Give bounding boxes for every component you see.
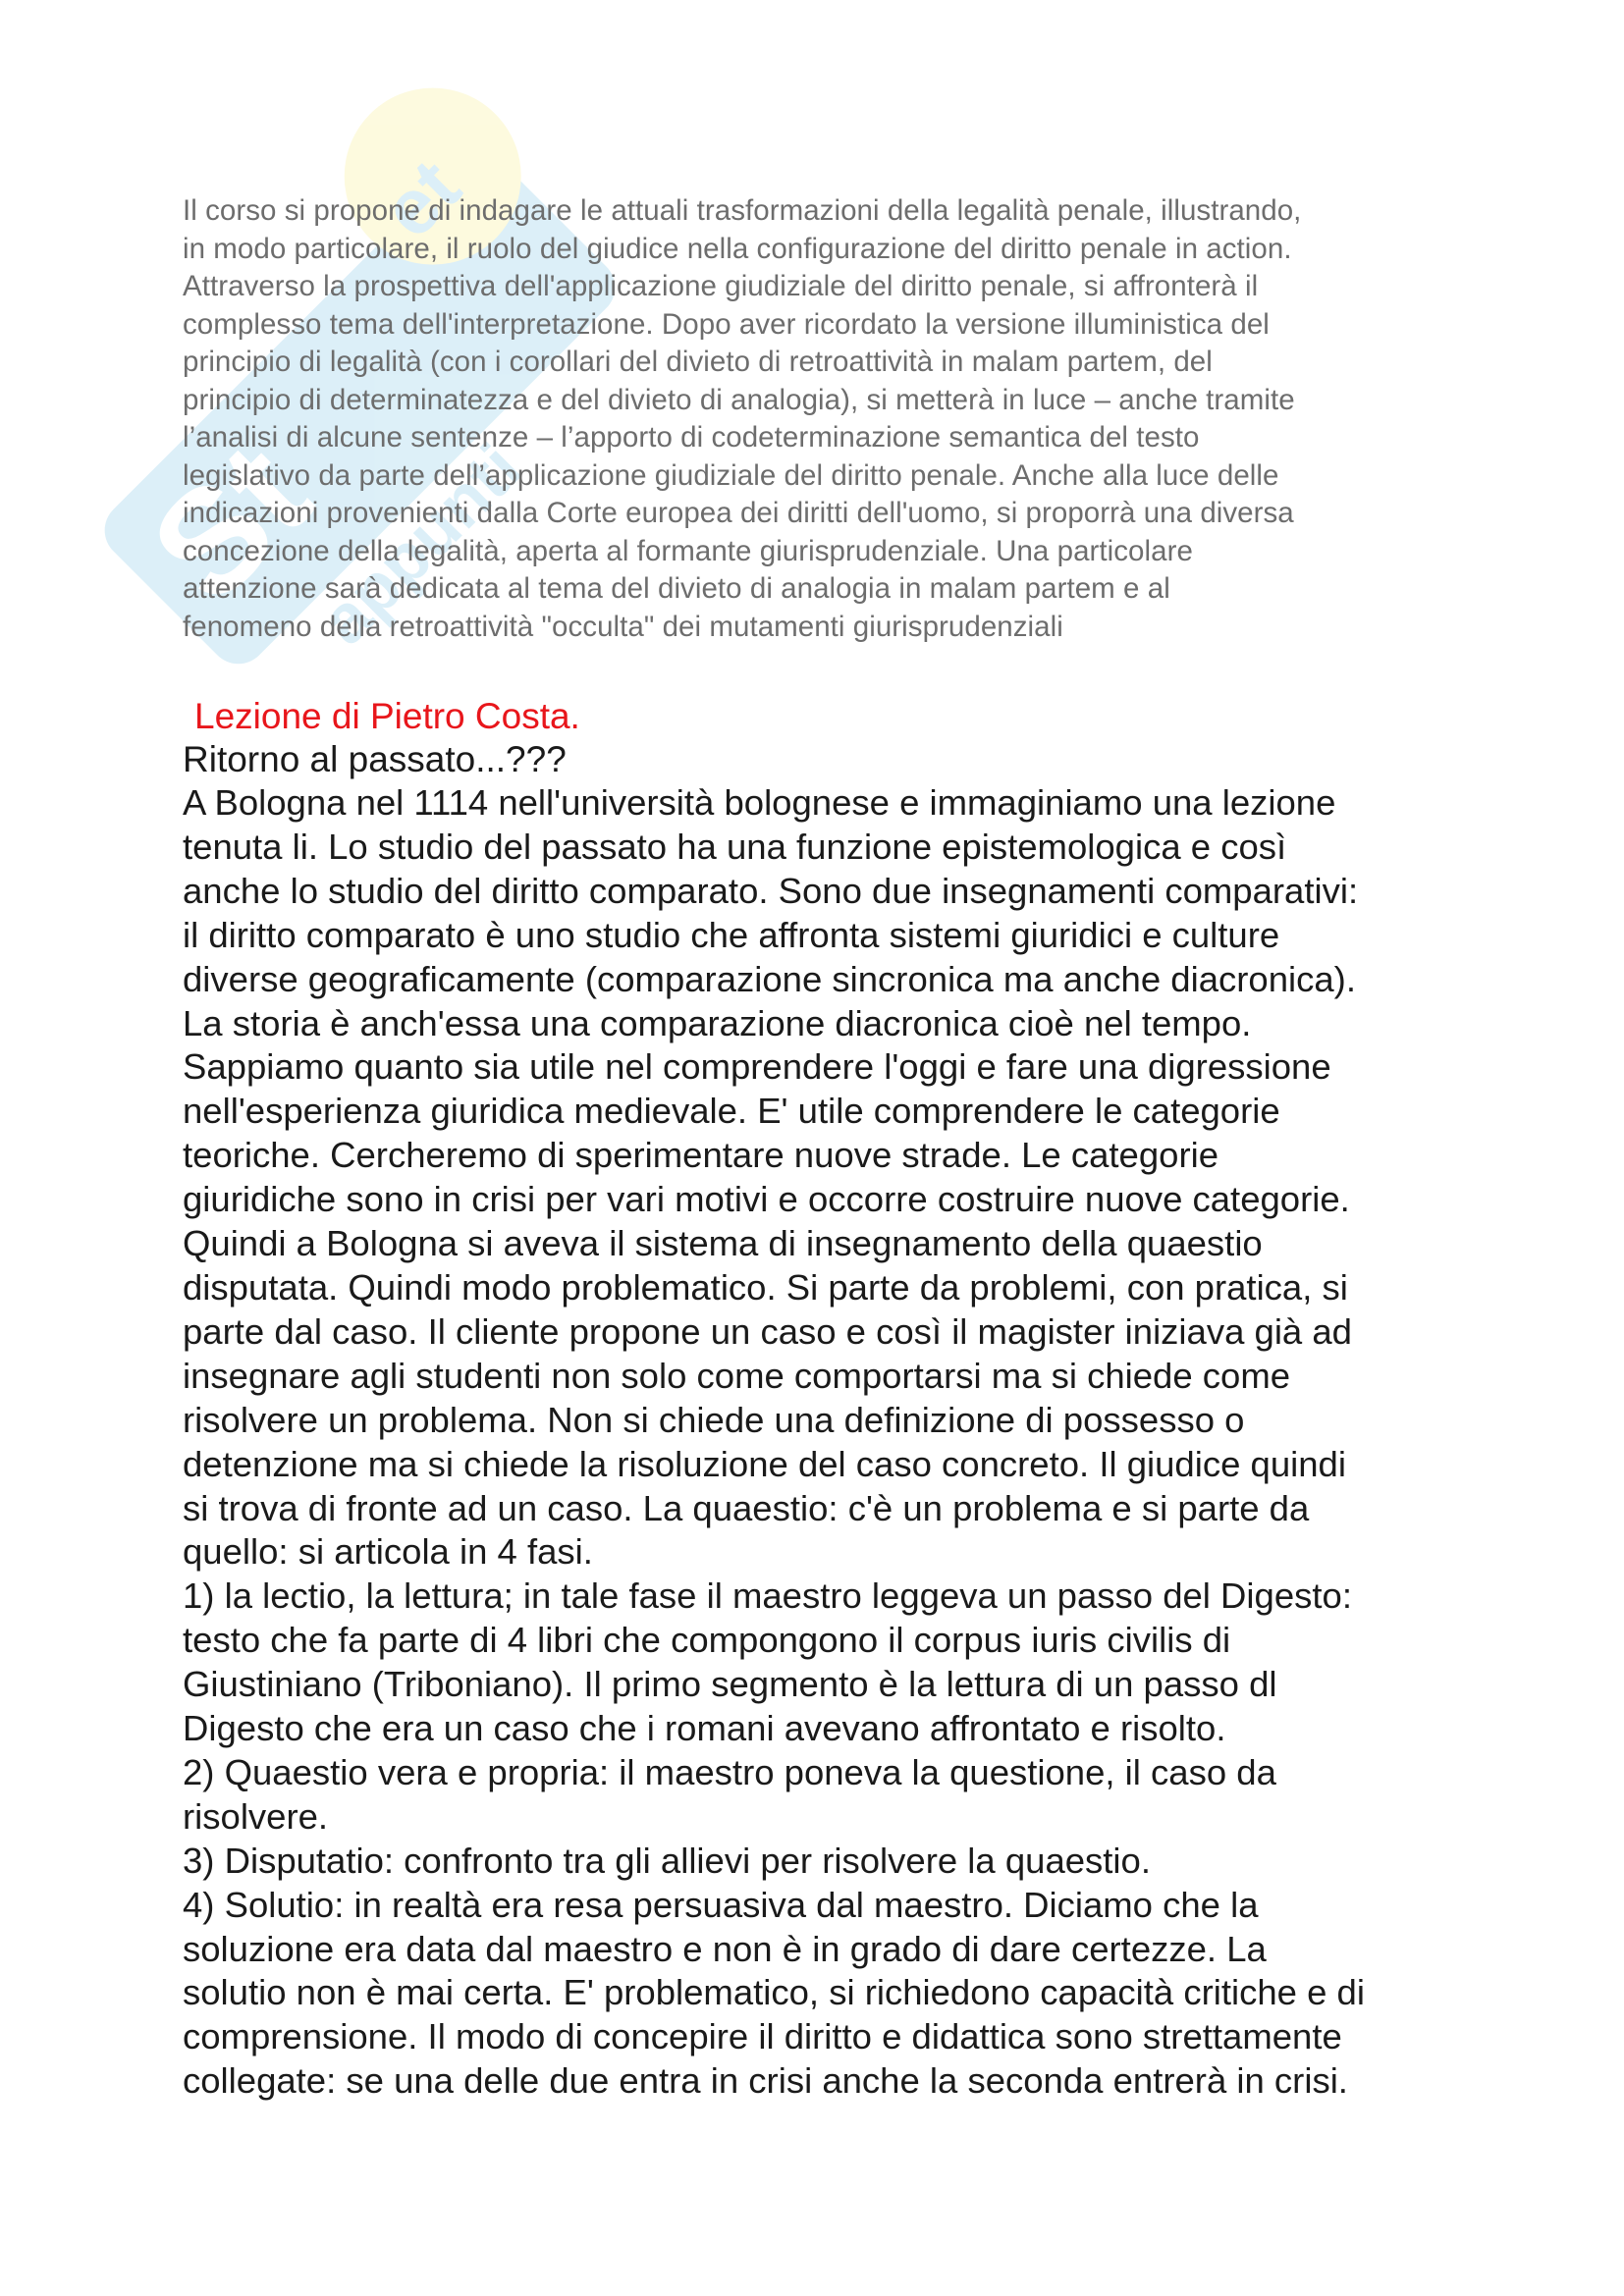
- text-line: testo che fa parte di 4 libri che compongono il corpus iuris civilis di: [183, 1620, 1231, 1661]
- text-line: detenzione ma si chiede la risoluzione del caso concreto. Il giudice quindi: [183, 1443, 1346, 1484]
- text-line: indicazioni provenienti dalla Corte europea dei diritti dell'uomo, si proporrà una diversa: [183, 497, 1294, 529]
- text-line: nell'esperienza giuridica medievale. E' utile comprendere le categorie: [183, 1091, 1280, 1132]
- text-line: teoriche. Cercheremo di sperimentare nuove strade. Le categorie: [183, 1135, 1219, 1176]
- text-line: quello: si articola in 4 fasi.: [183, 1531, 593, 1573]
- text-line: risolvere un problema. Non si chiede una definizione di possesso o: [183, 1399, 1245, 1440]
- text-line: giuridiche sono in crisi per vari motivi e occorre costruire nuove categorie.: [183, 1179, 1350, 1220]
- text-line: si trova di fronte ad un caso. La quaestio: c'è un problema e si parte da: [183, 1487, 1310, 1528]
- text-line: l’analisi di alcune sentenze – l’apporto di codeterminazione semantica del testo: [183, 421, 1200, 454]
- text-line: parte dal caso. Il cliente propone un caso e così il magister iniziava già ad: [183, 1310, 1352, 1352]
- text-line: legislativo da parte dell’applicazione giudiziale del diritto penale. Anche alla luce delle: [183, 458, 1279, 492]
- text-line: risolvere.: [183, 1795, 329, 1837]
- text-line: insegnare agli studenti non solo come comportarsi ma si chiede come: [183, 1355, 1291, 1396]
- text-line: Il corso si propone di indagare le attuali trasformazioni della legalità penale, illustrando,: [183, 194, 1302, 227]
- text-line: La storia è anch'essa una comparazione diacronica cioè nel tempo.: [183, 1002, 1252, 1043]
- text-line: comprensione. Il modo di concepire il diritto e didattica sono strettamente: [183, 2016, 1342, 2057]
- text-line: concezione della legalità, aperta al formante giurisprudenziale. Una particolare: [183, 534, 1193, 567]
- text-line: disputata. Quindi modo problematico. Si parte da problemi, con pratica, si: [183, 1266, 1348, 1308]
- text-line: fenomeno della retroattività "occulta" dei mutamenti giurisprudenziali: [183, 610, 1063, 643]
- lesson-subtitle: Ritorno al passato...???: [183, 739, 567, 779]
- text-line: 4) Solutio: in realtà era resa persuasiva dal maestro. Diciamo che la: [183, 1884, 1259, 1925]
- text-line: Attraverso la prospettiva dell'applicazione giudiziale del diritto penale, si affronterà il: [183, 270, 1259, 302]
- text-line: 2) Quaestio vera e propria: il maestro poneva la questione, il caso da: [183, 1751, 1276, 1792]
- lesson-title: Lezione di Pietro Costa.: [194, 696, 580, 736]
- svg-text:St: St: [119, 411, 341, 633]
- text-line: principio di legalità (con i corollari del divieto di retroattività in malam partem, del: [183, 346, 1213, 378]
- text-line: in modo particolare, il ruolo del giudice nella configurazione del diritto penale in action.: [183, 232, 1292, 265]
- text-line: 3) Disputatio: confronto tra gli allievi per risolvere la quaestio.: [183, 1840, 1151, 1881]
- text-line: anche lo studio del diritto comparato. Sono due insegnamenti comparativi:: [183, 870, 1359, 911]
- lesson-body: [183, 781, 1469, 2104]
- text-line: Sappiamo quanto sia utile nel comprendere l'oggi e fare una digressione: [183, 1046, 1331, 1088]
- text-line: Quindi a Bologna si aveva il sistema di insegnamento della quaestio: [183, 1223, 1263, 1264]
- text-line: soluzione era data dal maestro e non è in grado di dare certezze. La: [183, 1928, 1267, 1969]
- text-line: principio di determinatezza e del divieto di analogia), si metterà in luce – anche tramite: [183, 383, 1295, 416]
- text-line: Giustiniano (Triboniano). Il primo segmento è la lettura di un passo dl: [183, 1664, 1277, 1705]
- watermark-tagline: appunti: [305, 429, 536, 660]
- text-line: Digesto che era un caso che i romani avevano affrontato e risolto.: [183, 1708, 1226, 1749]
- text-line: tenuta li. Lo studio del passato ha una funzione epistemologica e così: [183, 826, 1287, 867]
- text-line: diverse geograficamente (comparazione sincronica ma anche diacronica).: [183, 958, 1356, 999]
- text-line: attenzione sarà dedicata al tema del divieto di analogia in malam partem e al: [183, 572, 1170, 605]
- svg-text:et: et: [365, 142, 477, 254]
- text-line: il diritto comparato è uno studio che affronta sistemi giuridici e culture: [183, 914, 1280, 955]
- text-line: collegate: se una delle due entra in crisi anche la seconda entrerà in crisi.: [183, 2060, 1348, 2102]
- text-line: A Bologna nel 1114 nell'università bolognese e immaginiamo una lezione: [183, 782, 1336, 823]
- text-line: complesso tema dell'interpretazione. Dopo aver ricordato la versione illuministica del: [183, 307, 1270, 341]
- course-description: [183, 192, 1469, 646]
- text-line: solutio non è mai certa. E' problematico, si richiedono capacità critiche e di: [183, 1972, 1365, 2013]
- text-line: 1) la lectio, la lettura; in tale fase il maestro leggeva un passo del Digesto:: [183, 1575, 1352, 1617]
